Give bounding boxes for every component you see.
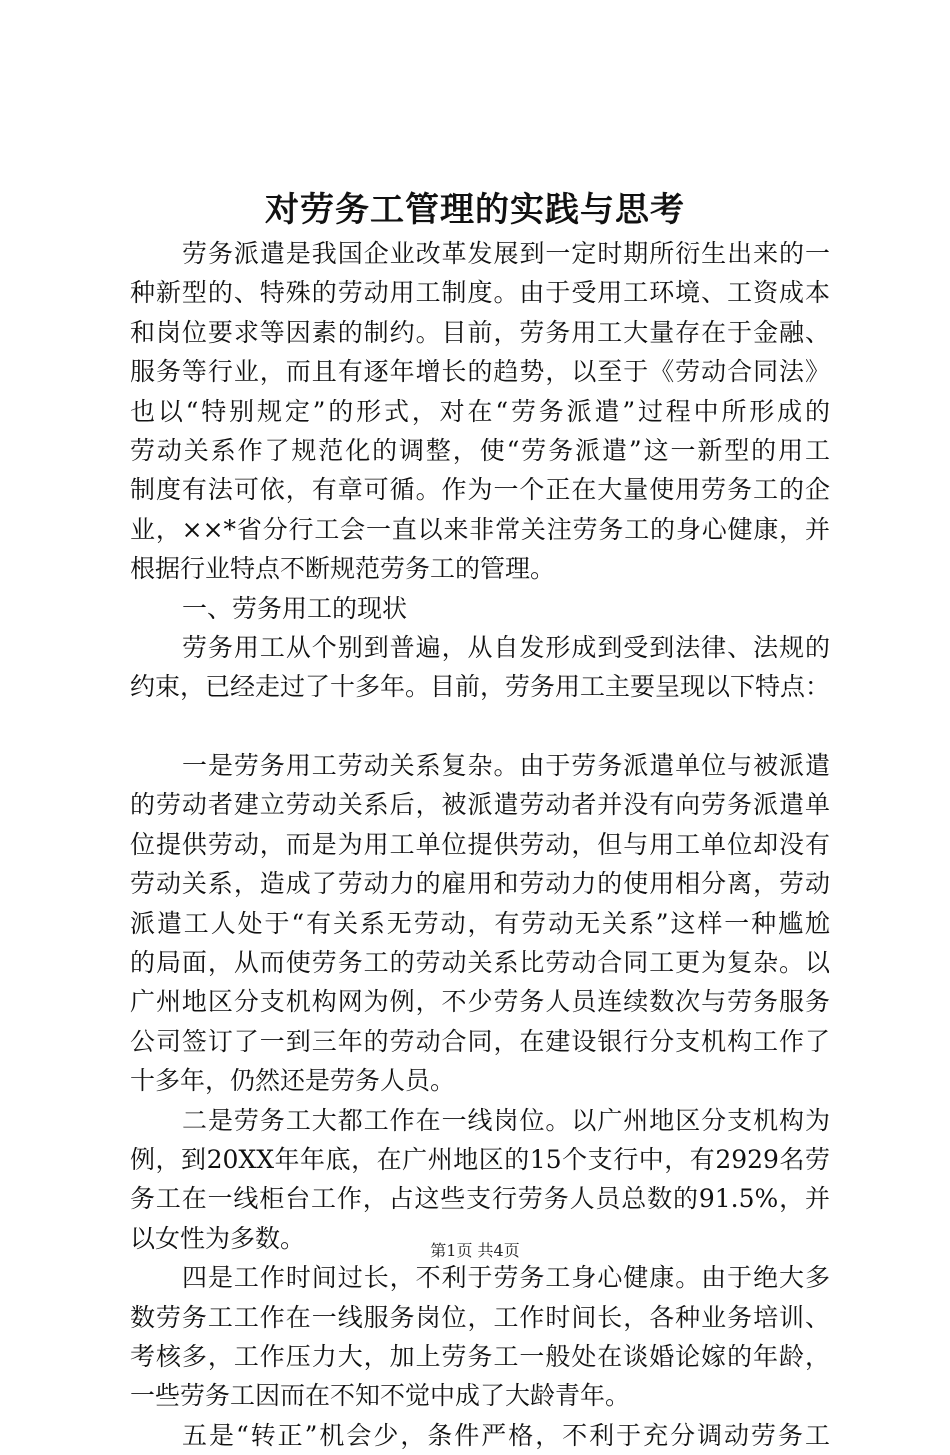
body-line: 十多年，仍然还是劳务人员。 <box>130 1066 456 1096</box>
body-line: 例，到20XX年年底，在广州地区的15个支行中，有2929名劳 <box>130 1144 830 1174</box>
body-line: 一些劳务工因而在不知不觉中成了大龄青年。 <box>130 1381 631 1411</box>
body-line: 位提供劳动，而是为用工单位提供劳动，但与用工单位却没有 <box>130 829 830 859</box>
body-line: 的局面，从而使劳务工的劳动关系比劳动合同工更为复杂。以 <box>130 948 830 978</box>
body-line: 一是劳务用工劳动关系复杂。由于劳务派遣单位与被派遣 <box>182 751 830 781</box>
body-line: 业，××*省分行工会一直以来非常关注劳务工的身心健康，并 <box>130 514 830 544</box>
body-line: 劳动关系，造成了劳动力的雇用和劳动力的使用相分离，劳动 <box>130 869 830 899</box>
body-line: 根据行业特点不断规范劳务工的管理。 <box>130 554 556 584</box>
body-line: 派遣工人处于“有关系无劳动，有劳动无关系”这样一种尴尬 <box>130 908 830 938</box>
page-footer: 第1页 共4页 <box>430 1241 520 1260</box>
body-line: 约束，已经走过了十多年。目前，劳务用工主要呈现以下特点： <box>130 672 830 702</box>
body-line: 劳动关系作了规范化的调整，使“劳务派遣”这一新型的用工 <box>130 435 830 465</box>
body-line: 二是劳务工大都工作在一线岗位。以广州地区分支机构为 <box>182 1105 830 1135</box>
body-line: 劳务用工从个别到普遍，从自发形成到受到法律、法规的 <box>182 632 830 662</box>
body-line: 公司签订了一到三年的劳动合同，在建设银行分支机构工作了 <box>130 1026 830 1056</box>
body-line: 以女性为多数。 <box>130 1223 306 1253</box>
body-line: 数劳务工工作在一线服务岗位，工作时间长，各种业务培训、 <box>130 1302 830 1332</box>
body-line: 五是“转正”机会少，条件严格，不利于充分调动劳务工 <box>182 1420 830 1450</box>
document-body <box>130 234 830 1455</box>
body-line: 一、劳务用工的现状 <box>182 593 408 623</box>
body-line: 服务等行业，而且有逐年增长的趋势，以至于《劳动合同法》 <box>130 357 830 387</box>
body-line: 考核多，工作压力大，加上劳务工一般处在谈婚论嫁的年龄， <box>130 1341 830 1371</box>
body-line: 四是工作时间过长，不利于劳务工身心健康。由于绝大多 <box>182 1263 830 1293</box>
body-line: 的劳动者建立劳动关系后，被派遣劳动者并没有向劳务派遣单 <box>130 790 830 820</box>
body-line: 广州地区分支机构网为例，不少劳务人员连续数次与劳务服务 <box>130 987 830 1017</box>
body-line: 种新型的、特殊的劳动用工制度。由于受用工环境、工资成本 <box>130 278 830 308</box>
blank-line <box>130 707 830 746</box>
body-line: 和岗位要求等因素的制约。目前，劳务用工大量存在于金融、 <box>130 317 830 347</box>
body-line: 务工在一线柜台工作，占这些支行劳务人员总数的91.5%，并 <box>130 1184 830 1214</box>
document-title: 对劳务工管理的实践与思考 <box>265 190 685 230</box>
body-line: 制度有法可依，有章可循。作为一个正在大量使用劳务工的企 <box>130 475 830 505</box>
body-line: 也以“特别规定”的形式，对在“劳务派遣”过程中所形成的 <box>130 396 830 426</box>
body-line: 劳务派遣是我国企业改革发展到一定时期所衍生出来的一 <box>182 239 830 268</box>
